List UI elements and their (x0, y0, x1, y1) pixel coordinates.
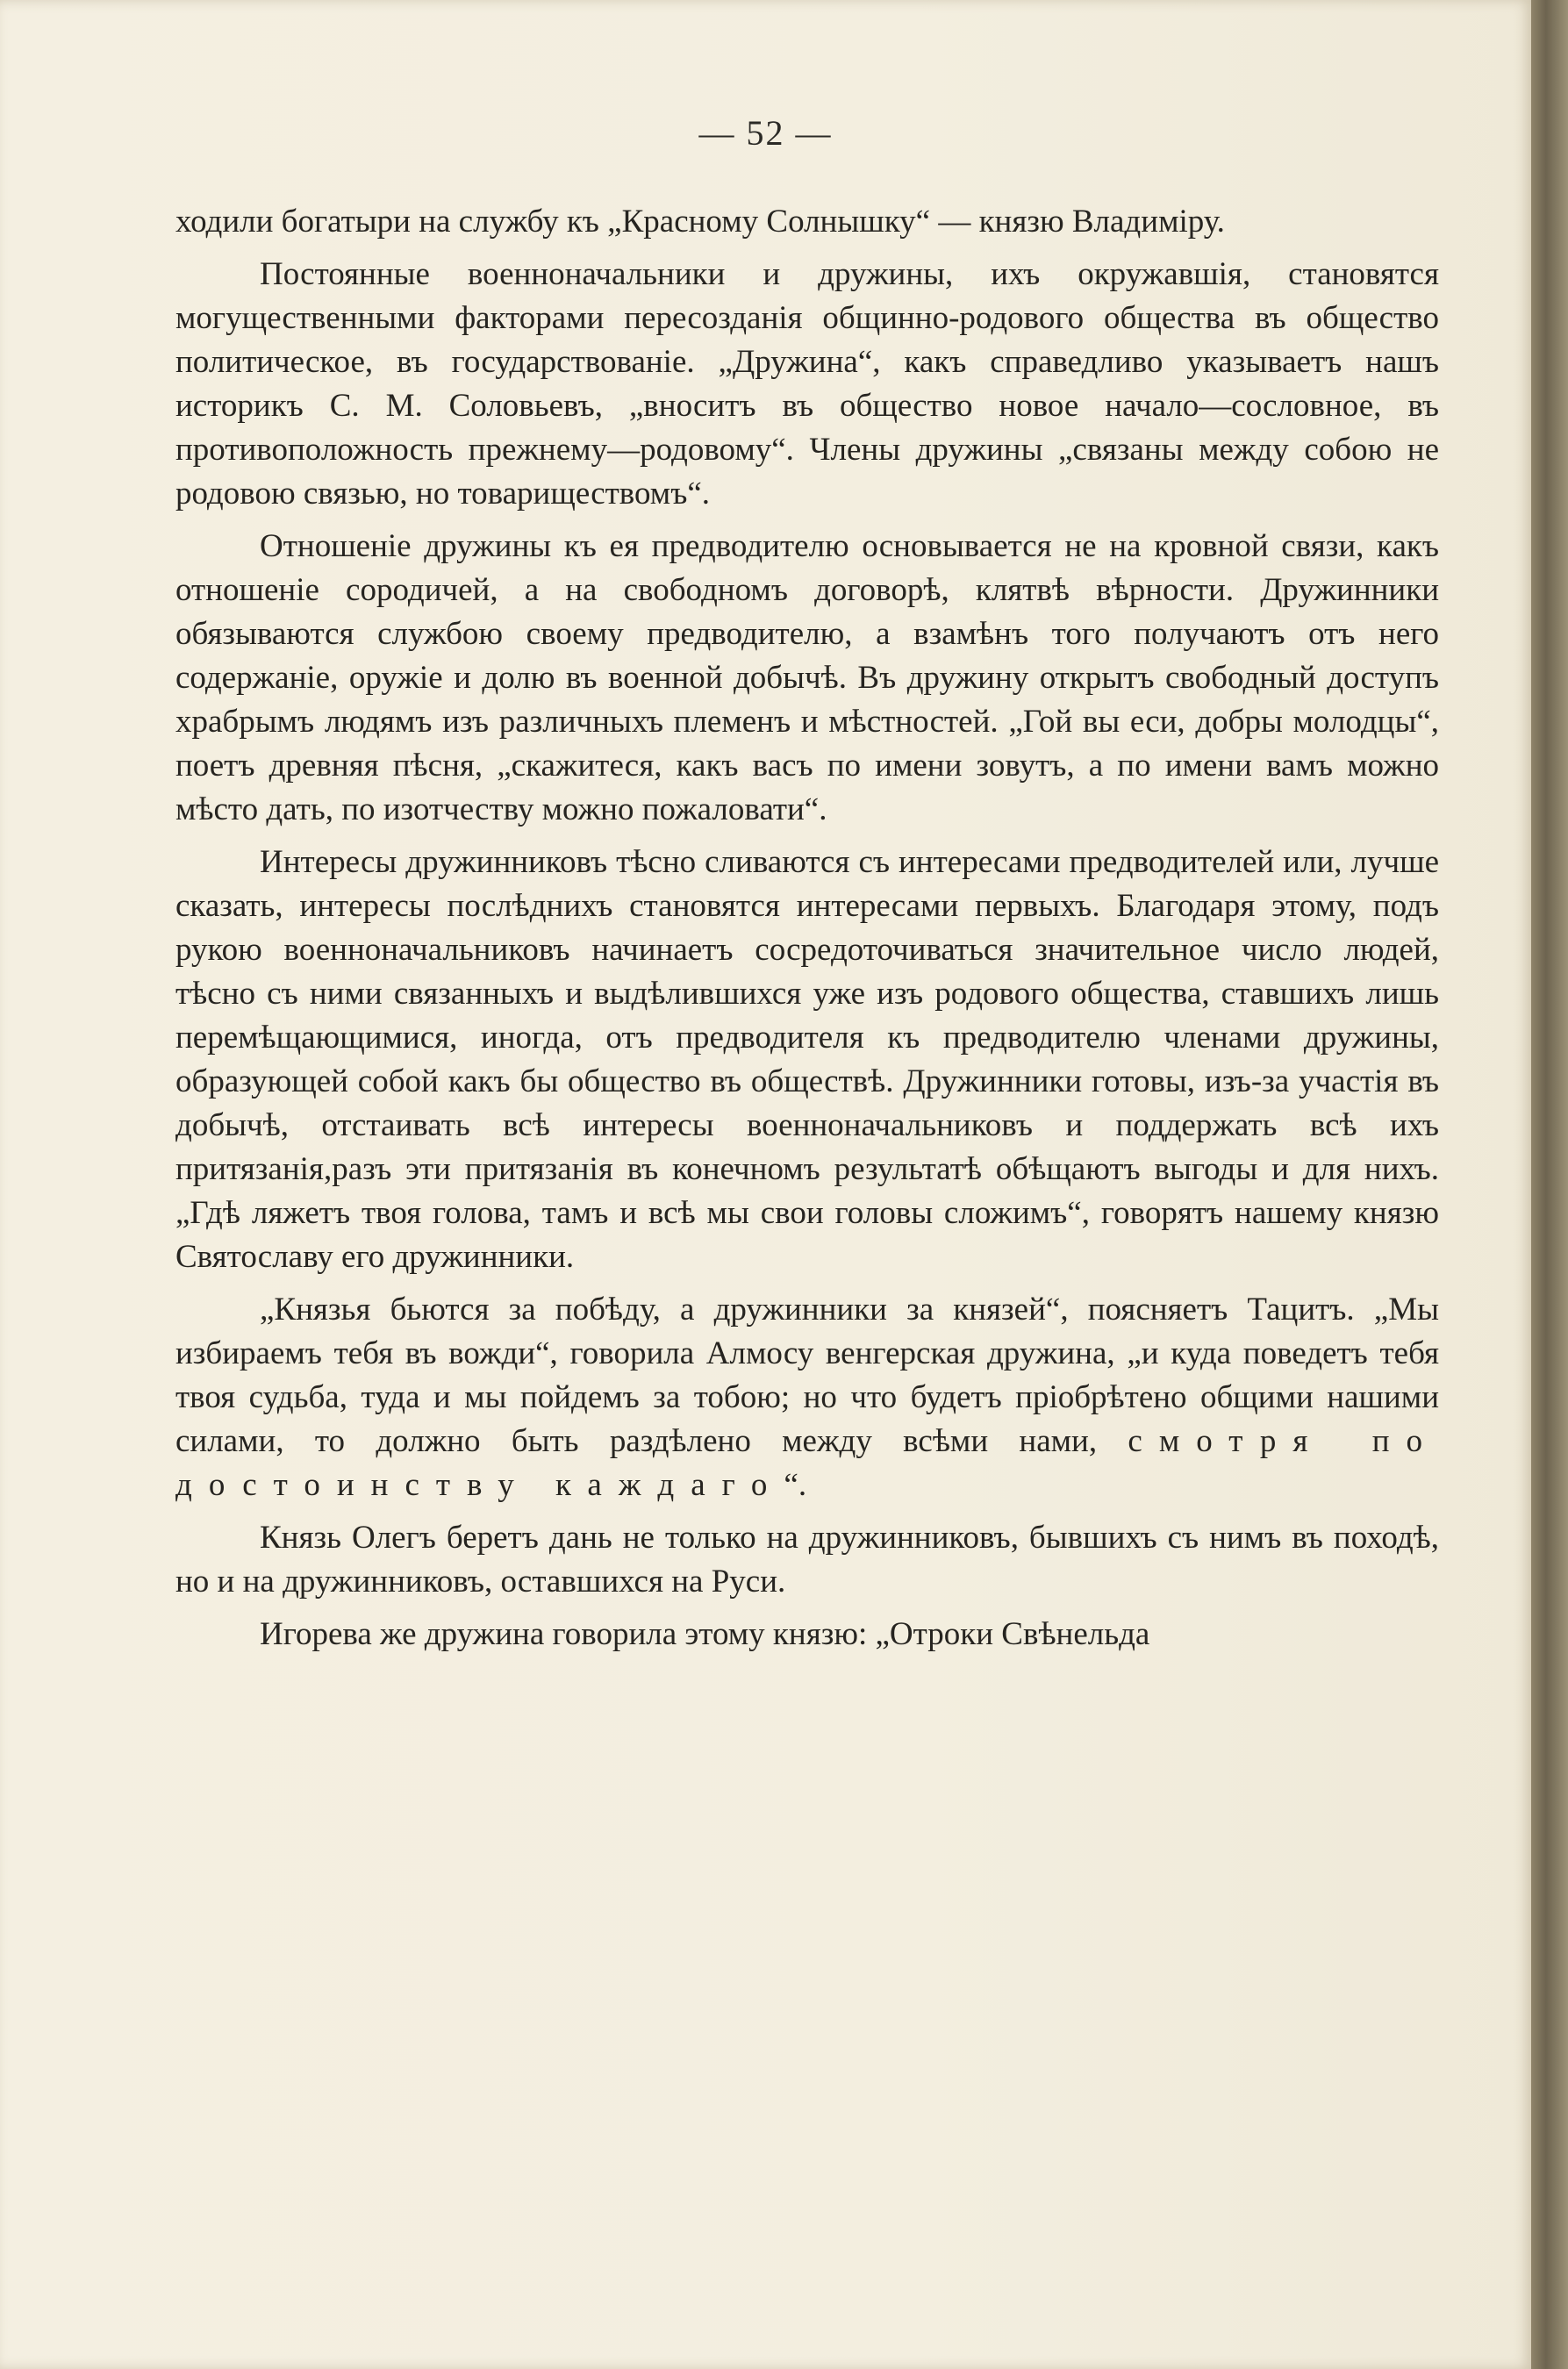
paragraph: Князь Олегъ беретъ дань не только на дружинниковъ, бывшихъ съ нимъ въ походѣ, но и на дружинниковъ, оставшихся на Руси. (175, 1520, 1439, 1600)
page-number: — 52 — (698, 113, 833, 153)
book-spine-edge (1531, 0, 1568, 2369)
paragraph: ходили богатыри на службу къ „Красному Солнышку“ — князю Владиміру. (175, 204, 1225, 240)
paragraph-text: „Князья бьются за побѣду, а дружинники за князей“, поясняетъ Тацитъ. „Мы избираемъ тебя въ вожди“, говорила Алмосу венгерская дружина, „и куда поведетъ тебя твоя судьба, туда и мы пойдемъ за тобою; но что будетъ пріобрѣтено общими нашими силами, то должно быть раздѣлено между всѣми нами, (175, 1292, 1439, 1459)
paragraph: Интересы дружинниковъ тѣсно сливаются съ интересами предводителей или, лучше сказать, интересы послѣднихъ становятся интересами первыхъ. Благодаря этому, подъ рукою военноначальниковъ начинаетъ сосредоточиваться значительное число людей, тѣсно съ ними связанныхъ и выдѣлившихся уже изъ родового общества, ставшихъ лишь перемѣщающимися, иногда, отъ предводителя къ предводителю членами дружины, образующей собой какъ бы общество въ обществѣ. Дружинники готовы, изъ-за участія въ добычѣ, отстаивать всѣ интересы военноначальниковъ и поддержать всѣ ихъ притязанія,разъ эти притязанія въ конечномъ результатѣ обѣщаютъ выгоды и для нихъ. „Гдѣ ляжетъ твоя голова, тамъ и всѣ мы свои головы сложимъ“, говорятъ нашему князю Святославу его дружинники. (175, 844, 1439, 1275)
paragraph-text: “. (784, 1467, 807, 1503)
paragraph: Игорева же дружина говорила этому князю: „Отроки Свѣнельда (260, 1616, 1150, 1652)
paragraph: Отношеніе дружины къ ея предводителю основывается не на кровной связи, какъ отношеніе сородичей, а на свободномъ договорѣ, клятвѣ вѣрности. Дружинники обязываются службою своему предводителю, а взамѣнъ того получаютъ отъ него содержаніе, оружіе и долю въ военной добычѣ. Въ дружину открытъ свободный доступъ храбрымъ людямъ изъ различныхъ племенъ и мѣстностей. „Гой вы еси, добры молодцы“, поетъ древняя пѣсня, „скажитеся, какъ васъ по имени зовутъ, а по имени вамъ можно мѣсто дать, по изотчеству можно пожаловати“. (175, 528, 1439, 827)
text-block (175, 200, 1439, 1665)
paragraph: Постоянные военноначальники и дружины, ихъ окружавшія, становятся могущественными факторами пересозданія общинно-родового общества въ общество политическое, въ государствованіе. „Дружина“, какъ справедливо указываетъ нашъ историкъ С. М. Соловьевъ, „вноситъ въ общество новое начало—сословное, въ противоположность прежнему—родовому“. Члены дружины „связаны между собою не родовою связью, но товариществомъ“. (175, 256, 1439, 512)
spaced-emphasis-text: смотря по достоинству каждаго (175, 1423, 1439, 1503)
paragraph (175, 1288, 1439, 1507)
